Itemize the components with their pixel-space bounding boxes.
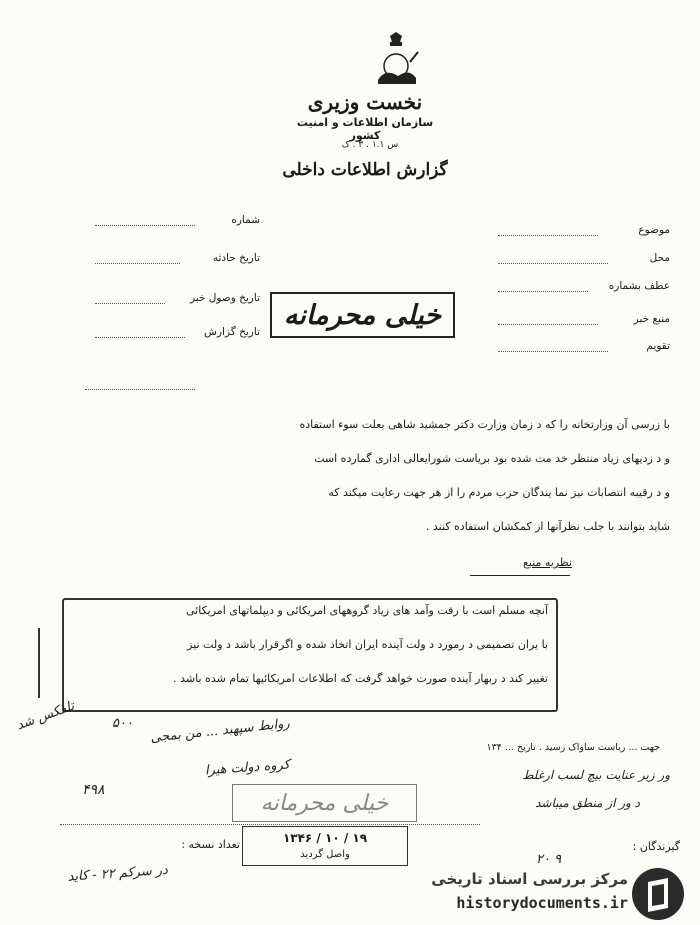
body-line-2: و د زدیهای زیاد منتظر خد مت شده بود بریاست شورایعالی اداری گمارده است [314,452,670,465]
copies-label: تعداد نسخه : [181,838,240,851]
place-label: محل [649,252,670,264]
handwritten-telex-note: تلفکس شد [14,698,77,734]
reference-number-label: عطف بشماره [608,280,670,292]
date-stamp-date: ۱۳۴۶ / ۱۰ / ۱۹ [282,831,368,845]
distribution-note: جهت ... ریاست ساواک رسید . تاریخ ... ۱۳۴ [486,742,660,753]
separator-line [85,388,195,390]
evaluation-label: تقویم [646,340,670,352]
classification-stamp-faded: خیلی محرمانه [232,784,417,822]
news-source-line [498,323,598,325]
subject-line [498,234,598,236]
handwritten-number: ۵۰۰ [112,716,133,731]
source-line-2: با یران تصمیمی د رمورد د ولت آینده ایران اتخاذ شده و اگرقرار باشد د ولت نیز [187,638,548,651]
handwritten-ref-number: ۴۹۸ [82,782,105,798]
reference-number-line [498,290,588,292]
news-receipt-date-label: تاریخ وصول خبر [189,292,260,304]
source-underline [470,575,570,576]
margin-mark [38,628,50,698]
form-code: س ۱.۱ . ۳ . ک [341,140,399,150]
date-stamp-received: واصل گردید [300,849,350,860]
handwritten-bottom-left-note: در سرکم ۲۲ - کاید [67,862,169,885]
watermark-url: historydocuments.ir [456,894,628,912]
source-line-1: آنچه مسلم است با رفت وآمد های زیاد گروههای امریکائی و دیپلماتهای امریکائی [186,604,548,617]
ministry-title: نخست وزیری [307,90,423,114]
number-label: شماره [231,214,260,226]
body-line-3: و د رقیبه انتصابات نیز نما یندگان حزب مردم را از هر جهت رعایت میکند که [328,486,670,499]
place-line [498,262,608,264]
news-receipt-date-line [95,302,165,304]
lion-and-sun-emblem-icon [370,32,422,92]
report-title: گزارش اطلاعات داخلی [282,160,448,180]
evaluation-line [498,350,608,352]
classification-stamp: خیلی محرمانه [270,292,455,338]
incident-date-label: تاریخ حادثه [212,252,260,264]
incident-date-line [95,262,180,264]
source-line-3: تغییر کند د ربهار آینده صورت خواهد گرفت که اطلاعات امریکائیها تمام شده باشد . [173,672,548,685]
watermark-org-name: مرکز بررسی اسناد تاریخی [431,870,628,888]
archive-logo-glyph-icon [632,868,684,920]
source-opinion-label: نظریه منبع [523,556,572,569]
organization-name: سازمان اطلاعات و امنیت کشور [296,116,434,142]
handwritten-right-note-1: ور زیر عنایت بیچ لسب ارغلط [522,768,670,782]
body-line-4: شاید بتوانند با جلب نظرآنها از کمکشان استفاده کنند . [425,520,670,533]
report-date-line [95,336,185,338]
report-date-label: تاریخ گزارش [204,326,260,338]
handwritten-right-note-2: د ور از منطق میباشد [535,796,640,810]
report-body [70,418,670,548]
news-source-label: منبع خبر [633,313,670,325]
handwritten-recipients-number: ۲۰ ۹ [536,852,562,867]
receipt-date-stamp [242,826,408,866]
recipients-label: گیرندگان : [632,840,680,853]
body-line-1: با زرسی آن وزارتخانه را که د زمان وزارت دکتر جمشید شاهی بعلت سوء استفاده [299,418,670,431]
archive-logo-icon [632,868,684,920]
subject-label: موضوع [638,224,670,236]
handwritten-center-note-2: کروه دولت هیرا [204,757,291,779]
number-line [95,224,195,226]
handwritten-center-note-1: روابط سپهبد ... من بمجی [149,716,291,746]
source-opinion-box [62,598,558,712]
